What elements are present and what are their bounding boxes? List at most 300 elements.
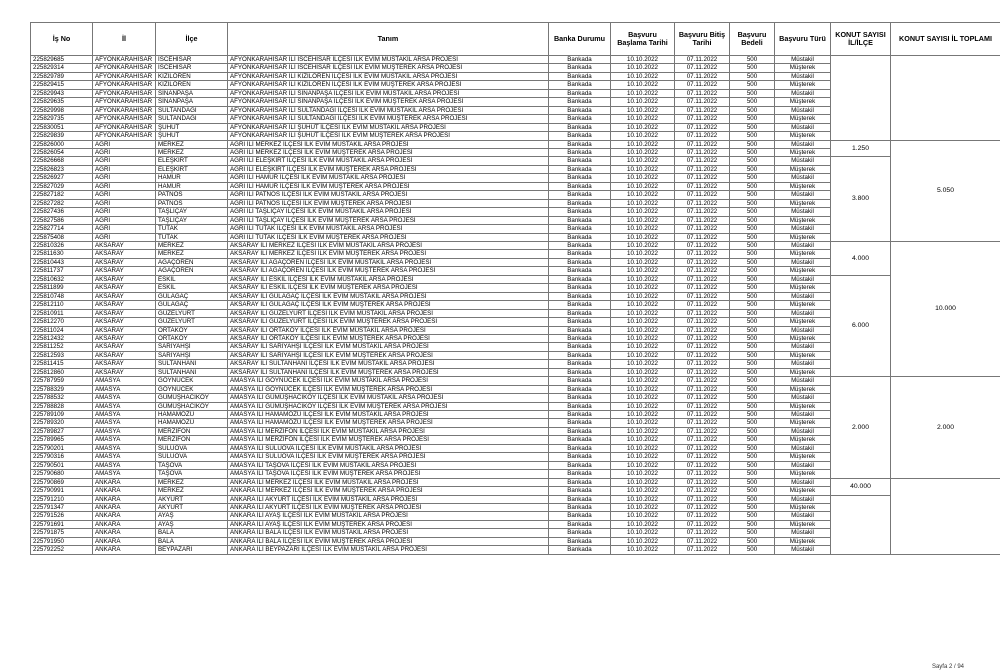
cell-il: AĞRI	[93, 208, 156, 216]
cell-bitis-tarihi: 07.11.2022	[675, 72, 730, 80]
cell-baslama-tarihi: 10.10.2022	[611, 241, 675, 249]
cell-is-no: 225790316	[31, 453, 93, 461]
cell-tanim: AĞRI İLİ HAMUR İLÇESİ İLK EVİM MÜSTAKİL ARSA PROJESİ	[228, 174, 549, 182]
cell-bitis-tarihi: 07.11.2022	[675, 275, 730, 283]
cell-tanim: AĞRI İLİ TUTAK İLÇESİ İLK EVİM MÜSTAKİL ARSA PROJESİ	[228, 225, 549, 233]
cell-il: AMASYA	[93, 453, 156, 461]
cell-tanim: AKSARAY İLİ GÜZELYURT İLÇESİ İLK EVİM MÜŞTEREK ARSA PROJESİ	[228, 318, 549, 326]
cell-bitis-tarihi: 07.11.2022	[675, 309, 730, 317]
cell-tanim: AMASYA İLİ TAŞOVA İLÇESİ İLK EVİM MÜSTAKİL ARSA PROJESİ	[228, 461, 549, 469]
cell-is-no: 225829943	[31, 89, 93, 97]
cell-basvuru-bedeli: 500	[730, 411, 775, 419]
cell-is-no: 225788532	[31, 394, 93, 402]
cell-ilce: GÜZELYURT	[156, 309, 228, 317]
cell-is-no: 225812432	[31, 334, 93, 342]
cell-tanim: AKSARAY İLİ MERKEZ İLÇESİ İLK EVİM MÜSTAKİL ARSA PROJESİ	[228, 241, 549, 249]
cell-banka-durumu: Bankada	[549, 72, 611, 80]
cell-bitis-tarihi: 07.11.2022	[675, 225, 730, 233]
cell-il: AKSARAY	[93, 309, 156, 317]
cell-is-no: 225812860	[31, 368, 93, 376]
cell-il: AKSARAY	[93, 368, 156, 376]
cell-ilce: PATNOS	[156, 191, 228, 199]
cell-bitis-tarihi: 07.11.2022	[675, 504, 730, 512]
cell-is-no: 225791347	[31, 504, 93, 512]
cell-tanim: ANKARA İLİ MERKEZ İLÇESİ İLK EVİM MÜSTAKİL ARSA PROJESİ	[228, 478, 549, 486]
cell-is-no: 225829998	[31, 106, 93, 114]
cell-baslama-tarihi: 10.10.2022	[611, 98, 675, 106]
cell-ilce: SULTANDAĞI	[156, 106, 228, 114]
cell-il: AKSARAY	[93, 250, 156, 258]
cell-baslama-tarihi: 10.10.2022	[611, 275, 675, 283]
cell-banka-durumu: Bankada	[549, 275, 611, 283]
cell-baslama-tarihi: 10.10.2022	[611, 157, 675, 165]
cell-is-no: 225829735	[31, 115, 93, 123]
cell-baslama-tarihi: 10.10.2022	[611, 495, 675, 503]
cell-banka-durumu: Bankada	[549, 461, 611, 469]
cell-banka-durumu: Bankada	[549, 301, 611, 309]
cell-basvuru-bedeli: 500	[730, 216, 775, 224]
cell-banka-durumu: Bankada	[549, 165, 611, 173]
cell-ilce: AKYURT	[156, 495, 228, 503]
cell-basvuru-bedeli: 500	[730, 284, 775, 292]
cell-basvuru-bedeli: 500	[730, 267, 775, 275]
cell-bitis-tarihi: 07.11.2022	[675, 241, 730, 249]
cell-il: AĞRI	[93, 225, 156, 233]
cell-il: ANKARA	[93, 546, 156, 554]
cell-basvuru-turu: Müşterek	[775, 115, 831, 123]
cell-banka-durumu: Bankada	[549, 174, 611, 182]
cell-basvuru-turu: Müstakil	[775, 157, 831, 165]
cell-basvuru-turu: Müstakil	[775, 478, 831, 486]
cell-is-no: 225788329	[31, 385, 93, 393]
cell-banka-durumu: Bankada	[549, 208, 611, 216]
cell-basvuru-bedeli: 500	[730, 72, 775, 80]
cell-bitis-tarihi: 07.11.2022	[675, 537, 730, 545]
cell-il: ANKARA	[93, 512, 156, 520]
cell-baslama-tarihi: 10.10.2022	[611, 132, 675, 140]
cell-il: AĞRI	[93, 182, 156, 190]
cell-il: AMASYA	[93, 461, 156, 469]
cell-bitis-tarihi: 07.11.2022	[675, 174, 730, 182]
cell-tanim: ANKARA İLİ AYAŞ İLÇESİ İLK EVİM MÜSTAKİL ARSA PROJESİ	[228, 512, 549, 520]
cell-is-no: 225829685	[31, 56, 93, 64]
header-banka-durumu: Banka Durumu	[549, 23, 611, 56]
cell-baslama-tarihi: 10.10.2022	[611, 250, 675, 258]
cell-il: ANKARA	[93, 495, 156, 503]
cell-ilce: MERZİFON	[156, 427, 228, 435]
cell-basvuru-bedeli: 500	[730, 89, 775, 97]
cell-ilce: SİNANPAŞA	[156, 98, 228, 106]
cell-basvuru-bedeli: 500	[730, 191, 775, 199]
cell-basvuru-bedeli: 500	[730, 478, 775, 486]
cell-banka-durumu: Bankada	[549, 444, 611, 452]
cell-bitis-tarihi: 07.11.2022	[675, 284, 730, 292]
cell-bitis-tarihi: 07.11.2022	[675, 216, 730, 224]
cell-bitis-tarihi: 07.11.2022	[675, 385, 730, 393]
cell-banka-durumu: Bankada	[549, 132, 611, 140]
cell-banka-durumu: Bankada	[549, 351, 611, 359]
cell-ilce: ŞUHUT	[156, 132, 228, 140]
header-konut-ilce: KONUT SAYISI İL/İLÇE	[831, 23, 891, 56]
cell-il: AKSARAY	[93, 334, 156, 342]
cell-bitis-tarihi: 07.11.2022	[675, 368, 730, 376]
cell-il: AMASYA	[93, 444, 156, 452]
cell-il: AĞRI	[93, 140, 156, 148]
cell-basvuru-turu: Müstakil	[775, 292, 831, 300]
table-row	[31, 478, 1000, 486]
cell-basvuru-bedeli: 500	[730, 123, 775, 131]
cell-ilce: SULTANHANI	[156, 360, 228, 368]
cell-konut-il-toplam: 2.000	[891, 377, 1000, 478]
cell-il: AKSARAY	[93, 275, 156, 283]
cell-bitis-tarihi: 07.11.2022	[675, 148, 730, 156]
cell-baslama-tarihi: 10.10.2022	[611, 309, 675, 317]
cell-tanim: AKSARAY İLİ ESKİL İLÇESİ İLK EVİM MÜŞTEREK ARSA PROJESİ	[228, 284, 549, 292]
page-number: Sayfa 2 / 94	[931, 664, 964, 670]
cell-is-no: 225827436	[31, 208, 93, 216]
cell-is-no: 225827029	[31, 182, 93, 190]
cell-baslama-tarihi: 10.10.2022	[611, 81, 675, 89]
cell-ilce: MERKEZ	[156, 250, 228, 258]
cell-il: AĞRI	[93, 216, 156, 224]
cell-basvuru-turu: Müşterek	[775, 504, 831, 512]
cell-is-no: 225789320	[31, 419, 93, 427]
cell-konut-ilce: 4.000	[831, 241, 891, 275]
header-basvuru-turu: Başvuru Türü	[775, 23, 831, 56]
cell-bitis-tarihi: 07.11.2022	[675, 326, 730, 334]
cell-konut-il-toplam	[891, 56, 1000, 141]
cell-is-no: 225826000	[31, 140, 93, 148]
cell-basvuru-turu: Müşterek	[775, 318, 831, 326]
cell-bitis-tarihi: 07.11.2022	[675, 250, 730, 258]
cell-tanim: AKSARAY İLİ GÜLAĞAÇ İLÇESİ İLK EVİM MÜSTAKİL ARSA PROJESİ	[228, 292, 549, 300]
cell-baslama-tarihi: 10.10.2022	[611, 351, 675, 359]
cell-il: ANKARA	[93, 537, 156, 545]
cell-basvuru-bedeli: 500	[730, 360, 775, 368]
cell-banka-durumu: Bankada	[549, 250, 611, 258]
cell-banka-durumu: Bankada	[549, 140, 611, 148]
cell-il: AMASYA	[93, 411, 156, 419]
cell-is-no: 225811252	[31, 343, 93, 351]
cell-baslama-tarihi: 10.10.2022	[611, 292, 675, 300]
cell-basvuru-bedeli: 500	[730, 157, 775, 165]
cell-is-no: 225789109	[31, 411, 93, 419]
cell-baslama-tarihi: 10.10.2022	[611, 216, 675, 224]
cell-ilce: BEYPAZARI	[156, 546, 228, 554]
cell-is-no: 225826823	[31, 165, 93, 173]
table-row	[31, 241, 1000, 249]
cell-ilce: TAŞOVA	[156, 470, 228, 478]
cell-baslama-tarihi: 10.10.2022	[611, 470, 675, 478]
cell-bitis-tarihi: 07.11.2022	[675, 301, 730, 309]
cell-banka-durumu: Bankada	[549, 385, 611, 393]
cell-banka-durumu: Bankada	[549, 115, 611, 123]
cell-baslama-tarihi: 10.10.2022	[611, 419, 675, 427]
cell-is-no: 225811630	[31, 250, 93, 258]
cell-basvuru-turu: Müstakil	[775, 529, 831, 537]
cell-baslama-tarihi: 10.10.2022	[611, 267, 675, 275]
cell-ilce: BALA	[156, 537, 228, 545]
cell-is-no: 225790501	[31, 461, 93, 469]
cell-bitis-tarihi: 07.11.2022	[675, 115, 730, 123]
housing-table	[30, 22, 1000, 555]
cell-bitis-tarihi: 07.11.2022	[675, 487, 730, 495]
cell-tanim: AĞRI İLİ ELEŞKİRT İLÇESİ İLK EVİM MÜSTAKİL ARSA PROJESİ	[228, 157, 549, 165]
cell-basvuru-turu: Müşterek	[775, 334, 831, 342]
cell-basvuru-bedeli: 500	[730, 250, 775, 258]
cell-tanim: AMASYA İLİ MERZİFON İLÇESİ İLK EVİM MÜSTAKİL ARSA PROJESİ	[228, 427, 549, 435]
cell-tanim: AĞRI İLİ TAŞLIÇAY İLÇESİ İLK EVİM MÜSTAKİL ARSA PROJESİ	[228, 208, 549, 216]
cell-banka-durumu: Bankada	[549, 368, 611, 376]
cell-ilce: TAŞLIÇAY	[156, 208, 228, 216]
cell-ilce: MERKEZ	[156, 241, 228, 249]
cell-il: AĞRI	[93, 191, 156, 199]
cell-basvuru-turu: Müstakil	[775, 427, 831, 435]
cell-basvuru-bedeli: 500	[730, 292, 775, 300]
cell-il: AMASYA	[93, 436, 156, 444]
cell-il: ANKARA	[93, 478, 156, 486]
cell-bitis-tarihi: 07.11.2022	[675, 520, 730, 528]
cell-banka-durumu: Bankada	[549, 267, 611, 275]
cell-baslama-tarihi: 10.10.2022	[611, 478, 675, 486]
cell-ilce: GÖYNÜCEK	[156, 377, 228, 385]
cell-is-no: 225829789	[31, 72, 93, 80]
cell-tanim: AMASYA İLİ SULUOVA İLÇESİ İLK EVİM MÜSTAKİL ARSA PROJESİ	[228, 444, 549, 452]
cell-basvuru-bedeli: 500	[730, 301, 775, 309]
cell-basvuru-bedeli: 500	[730, 444, 775, 452]
cell-banka-durumu: Bankada	[549, 334, 611, 342]
cell-bitis-tarihi: 07.11.2022	[675, 132, 730, 140]
cell-bitis-tarihi: 07.11.2022	[675, 89, 730, 97]
cell-basvuru-turu: Müstakil	[775, 225, 831, 233]
cell-basvuru-bedeli: 500	[730, 334, 775, 342]
cell-ilce: TAŞOVA	[156, 461, 228, 469]
cell-tanim: AFYONKARAHİSAR İLİ SİNANPAŞA İLÇESİ İLK EVİM MÜŞTEREK ARSA PROJESİ	[228, 98, 549, 106]
cell-ilce: İSCEHİSAR	[156, 64, 228, 72]
cell-baslama-tarihi: 10.10.2022	[611, 520, 675, 528]
cell-il: AKSARAY	[93, 343, 156, 351]
cell-il: AFYONKARAHİSAR	[93, 132, 156, 140]
cell-ilce: MERKEZ	[156, 478, 228, 486]
cell-is-no: 225827586	[31, 216, 93, 224]
cell-tanim: AFYONKARAHİSAR İLİ SULTANDAĞI İLÇESİ İLK EVİM MÜSTAKİL ARSA PROJESİ	[228, 106, 549, 114]
cell-konut-il-toplam	[891, 478, 1000, 554]
cell-is-no: 225791875	[31, 529, 93, 537]
cell-il: AKSARAY	[93, 351, 156, 359]
cell-bitis-tarihi: 07.11.2022	[675, 546, 730, 554]
cell-basvuru-turu: Müstakil	[775, 512, 831, 520]
cell-baslama-tarihi: 10.10.2022	[611, 537, 675, 545]
table-row	[31, 495, 1000, 503]
cell-ilce: AYAŞ	[156, 512, 228, 520]
cell-baslama-tarihi: 10.10.2022	[611, 140, 675, 148]
cell-is-no: 225812270	[31, 318, 93, 326]
cell-baslama-tarihi: 10.10.2022	[611, 115, 675, 123]
cell-ilce: HAMUR	[156, 174, 228, 182]
cell-basvuru-bedeli: 500	[730, 225, 775, 233]
cell-tanim: AFYONKARAHİSAR İLİ SİNANPAŞA İLÇESİ İLK EVİM MÜSTAKİL ARSA PROJESİ	[228, 89, 549, 97]
cell-basvuru-turu: Müşterek	[775, 487, 831, 495]
cell-il: AĞRI	[93, 174, 156, 182]
cell-bitis-tarihi: 07.11.2022	[675, 208, 730, 216]
cell-basvuru-turu: Müstakil	[775, 394, 831, 402]
cell-baslama-tarihi: 10.10.2022	[611, 385, 675, 393]
cell-ilce: GÜLAĞAÇ	[156, 301, 228, 309]
cell-baslama-tarihi: 10.10.2022	[611, 148, 675, 156]
cell-is-no: 225810911	[31, 309, 93, 317]
cell-tanim: AKSARAY İLİ SULTANHANI İLÇESİ İLK EVİM MÜSTAKİL ARSA PROJESİ	[228, 360, 549, 368]
header-is-no: İş No	[31, 23, 93, 56]
cell-is-no: 225790201	[31, 444, 93, 452]
cell-is-no: 225791950	[31, 537, 93, 545]
cell-ilce: AKYURT	[156, 504, 228, 512]
cell-banka-durumu: Bankada	[549, 56, 611, 64]
cell-ilce: SULUOVA	[156, 444, 228, 452]
cell-baslama-tarihi: 10.10.2022	[611, 165, 675, 173]
cell-tanim: AMASYA İLİ GÖYNÜCEK İLÇESİ İLK EVİM MÜŞTEREK ARSA PROJESİ	[228, 385, 549, 393]
cell-is-no: 225826927	[31, 174, 93, 182]
cell-bitis-tarihi: 07.11.2022	[675, 512, 730, 520]
cell-bitis-tarihi: 07.11.2022	[675, 106, 730, 114]
cell-banka-durumu: Bankada	[549, 157, 611, 165]
cell-ilce: ESKİL	[156, 284, 228, 292]
cell-ilce: AĞAÇÖREN	[156, 258, 228, 266]
cell-basvuru-bedeli: 500	[730, 56, 775, 64]
cell-bitis-tarihi: 07.11.2022	[675, 140, 730, 148]
cell-tanim: AFYONKARAHİSAR İLİ SULTANDAĞI İLÇESİ İLK EVİM MÜŞTEREK ARSA PROJESİ	[228, 115, 549, 123]
cell-konut-ilce: 40.000	[831, 478, 891, 495]
cell-basvuru-turu: Müstakil	[775, 360, 831, 368]
cell-banka-durumu: Bankada	[549, 546, 611, 554]
cell-basvuru-bedeli: 500	[730, 258, 775, 266]
cell-il: ANKARA	[93, 487, 156, 495]
cell-banka-durumu: Bankada	[549, 512, 611, 520]
cell-ilce: SULTANHANI	[156, 368, 228, 376]
cell-il: AKSARAY	[93, 318, 156, 326]
cell-baslama-tarihi: 10.10.2022	[611, 233, 675, 241]
cell-banka-durumu: Bankada	[549, 309, 611, 317]
cell-konut-ilce	[831, 56, 891, 141]
cell-is-no: 225810326	[31, 241, 93, 249]
cell-tanim: AFYONKARAHİSAR İLİ İSCEHİSAR İLÇESİ İLK EVİM MÜŞTEREK ARSA PROJESİ	[228, 64, 549, 72]
cell-basvuru-turu: Müstakil	[775, 326, 831, 334]
cell-bitis-tarihi: 07.11.2022	[675, 377, 730, 385]
cell-basvuru-turu: Müstakil	[775, 275, 831, 283]
cell-tanim: AKSARAY İLİ AĞAÇÖREN İLÇESİ İLK EVİM MÜSTAKİL ARSA PROJESİ	[228, 258, 549, 266]
cell-basvuru-turu: Müşterek	[775, 165, 831, 173]
cell-baslama-tarihi: 10.10.2022	[611, 368, 675, 376]
cell-baslama-tarihi: 10.10.2022	[611, 191, 675, 199]
cell-basvuru-bedeli: 500	[730, 132, 775, 140]
cell-il: AFYONKARAHİSAR	[93, 72, 156, 80]
cell-banka-durumu: Bankada	[549, 233, 611, 241]
cell-baslama-tarihi: 10.10.2022	[611, 89, 675, 97]
cell-baslama-tarihi: 10.10.2022	[611, 334, 675, 342]
cell-ilce: ORTAKÖY	[156, 326, 228, 334]
cell-bitis-tarihi: 07.11.2022	[675, 394, 730, 402]
cell-bitis-tarihi: 07.11.2022	[675, 191, 730, 199]
cell-il: AFYONKARAHİSAR	[93, 81, 156, 89]
cell-basvuru-bedeli: 500	[730, 436, 775, 444]
cell-is-no: 225812110	[31, 301, 93, 309]
cell-il: AFYONKARAHİSAR	[93, 64, 156, 72]
cell-ilce: SARIYAHŞİ	[156, 343, 228, 351]
cell-is-no: 225810443	[31, 258, 93, 266]
cell-ilce: ORTAKÖY	[156, 334, 228, 342]
cell-bitis-tarihi: 07.11.2022	[675, 461, 730, 469]
cell-ilce: ELEŞKİRT	[156, 157, 228, 165]
cell-konut-ilce: 3.800	[831, 157, 891, 242]
cell-il: AFYONKARAHİSAR	[93, 56, 156, 64]
cell-is-no: 225792252	[31, 546, 93, 554]
cell-bitis-tarihi: 07.11.2022	[675, 453, 730, 461]
cell-tanim: AMASYA İLİ HAMAMÖZÜ İLÇESİ İLK EVİM MÜSTAKİL ARSA PROJESİ	[228, 411, 549, 419]
cell-banka-durumu: Bankada	[549, 292, 611, 300]
cell-basvuru-bedeli: 500	[730, 419, 775, 427]
cell-tanim: AMASYA İLİ MERZİFON İLÇESİ İLK EVİM MÜŞTEREK ARSA PROJESİ	[228, 436, 549, 444]
cell-il: AMASYA	[93, 419, 156, 427]
cell-il: AMASYA	[93, 385, 156, 393]
cell-bitis-tarihi: 07.11.2022	[675, 436, 730, 444]
cell-baslama-tarihi: 10.10.2022	[611, 106, 675, 114]
cell-basvuru-bedeli: 500	[730, 174, 775, 182]
cell-banka-durumu: Bankada	[549, 495, 611, 503]
cell-basvuru-turu: Müşterek	[775, 351, 831, 359]
cell-tanim: AKSARAY İLİ ORTAKÖY İLÇESİ İLK EVİM MÜŞTEREK ARSA PROJESİ	[228, 334, 549, 342]
cell-il: AMASYA	[93, 470, 156, 478]
cell-is-no: 225829415	[31, 81, 93, 89]
cell-basvuru-turu: Müşterek	[775, 132, 831, 140]
cell-basvuru-bedeli: 500	[730, 241, 775, 249]
cell-is-no: 225790680	[31, 470, 93, 478]
cell-is-no: 225875408	[31, 233, 93, 241]
cell-basvuru-turu: Müşterek	[775, 250, 831, 258]
cell-is-no: 225789965	[31, 436, 93, 444]
cell-banka-durumu: Bankada	[549, 360, 611, 368]
cell-banka-durumu: Bankada	[549, 106, 611, 114]
cell-banka-durumu: Bankada	[549, 478, 611, 486]
cell-ilce: ELEŞKİRT	[156, 165, 228, 173]
cell-basvuru-turu: Müşterek	[775, 537, 831, 545]
cell-basvuru-bedeli: 500	[730, 351, 775, 359]
cell-basvuru-bedeli: 500	[730, 275, 775, 283]
cell-banka-durumu: Bankada	[549, 64, 611, 72]
cell-basvuru-turu: Müstakil	[775, 461, 831, 469]
cell-ilce: GÜZELYURT	[156, 318, 228, 326]
cell-basvuru-turu: Müşterek	[775, 233, 831, 241]
cell-ilce: HAMUR	[156, 182, 228, 190]
cell-is-no: 225811899	[31, 284, 93, 292]
cell-tanim: AFYONKARAHİSAR İLİ KIZILÖREN İLÇESİ İLK EVİM MÜŞTEREK ARSA PROJESİ	[228, 81, 549, 89]
cell-is-no: 225811737	[31, 267, 93, 275]
cell-basvuru-bedeli: 500	[730, 165, 775, 173]
cell-tanim: AKSARAY İLİ GÜZELYURT İLÇESİ İLK EVİM MÜSTAKİL ARSA PROJESİ	[228, 309, 549, 317]
cell-tanim: ANKARA İLİ BALA İLÇESİ İLK EVİM MÜŞTEREK ARSA PROJESİ	[228, 537, 549, 545]
cell-ilce: TUTAK	[156, 225, 228, 233]
cell-bitis-tarihi: 07.11.2022	[675, 318, 730, 326]
cell-bitis-tarihi: 07.11.2022	[675, 165, 730, 173]
cell-basvuru-bedeli: 500	[730, 495, 775, 503]
cell-banka-durumu: Bankada	[549, 284, 611, 292]
cell-is-no: 225810748	[31, 292, 93, 300]
cell-basvuru-turu: Müşterek	[775, 216, 831, 224]
cell-banka-durumu: Bankada	[549, 123, 611, 131]
header-bitis-tarihi: Başvuru Bitiş Tarihi	[675, 23, 730, 56]
cell-il: AĞRI	[93, 157, 156, 165]
cell-tanim: AFYONKARAHİSAR İLİ ŞUHUT İLÇESİ İLK EVİM MÜŞTEREK ARSA PROJESİ	[228, 132, 549, 140]
cell-basvuru-turu: Müstakil	[775, 411, 831, 419]
cell-baslama-tarihi: 10.10.2022	[611, 402, 675, 410]
